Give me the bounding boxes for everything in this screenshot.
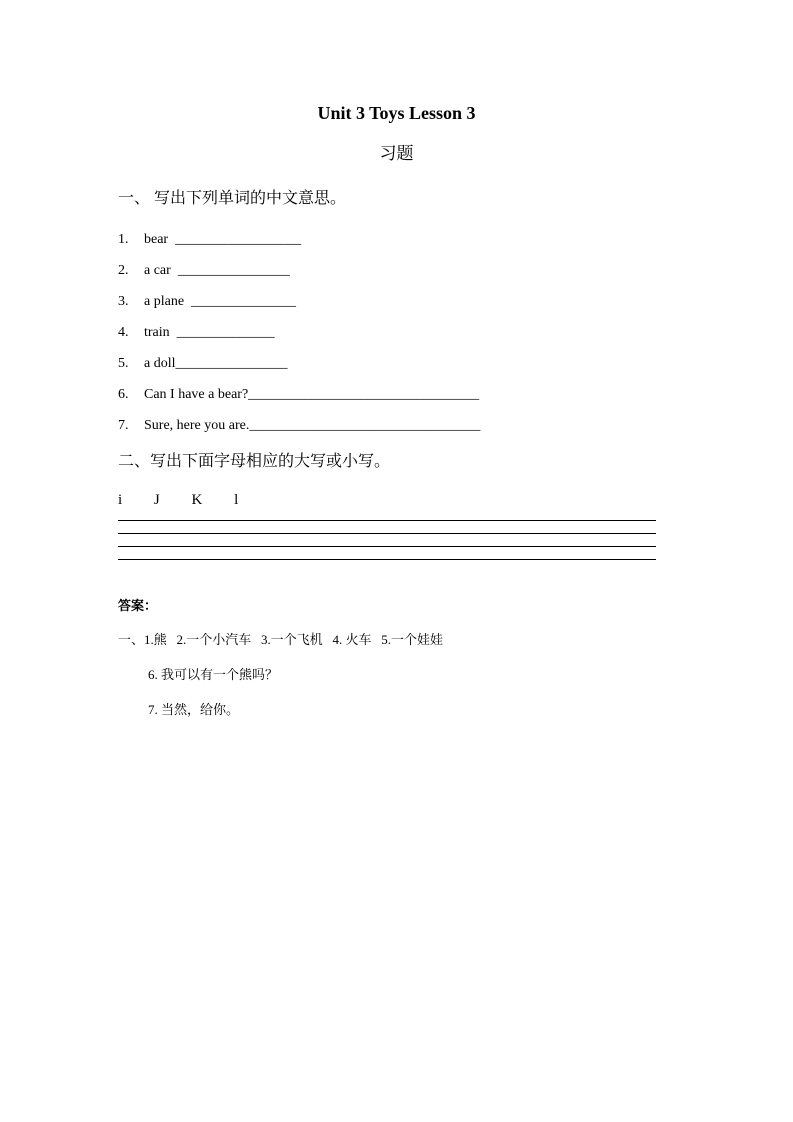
answer-blank: ________________ [177, 262, 290, 278]
letter-l: l [234, 491, 239, 508]
list-item-1 [118, 233, 675, 247]
answers-line-3: 7. 当然，给你。 [148, 701, 240, 717]
writing-line [118, 559, 656, 572]
writing-line [118, 533, 656, 546]
list-item-4 [118, 326, 675, 340]
item-number: 3. [118, 293, 129, 309]
answers-line-2: 6. 我可以有一个熊吗？ [148, 667, 279, 683]
answers-line-1: 一、1.熊 2.一个小汽车 3.一个飞机 4. 火车 5.一个娃娃 [118, 632, 444, 648]
item-number: 2. [118, 262, 129, 278]
letter-J: J [153, 491, 160, 508]
word-list [118, 233, 675, 433]
section1-heading: 一、 写出下列单词的中文意思。 [118, 190, 347, 208]
answers-heading: 答案： [118, 597, 158, 613]
answer-blank: _________________________________ [249, 417, 481, 433]
writing-line [118, 520, 656, 533]
answer-blank: _______________ [191, 293, 297, 309]
item-word: Sure, here you are. [144, 417, 250, 433]
answers-section [118, 598, 675, 717]
letter-K: K [191, 491, 203, 508]
list-item-2 [118, 264, 675, 278]
item-word: bear [144, 231, 169, 247]
item-number: 7. [118, 417, 129, 433]
section2-heading: 二、写出下面字母相应的大写或小写。 [118, 452, 391, 470]
item-number: 4. [118, 324, 129, 340]
answer-blank: ________________ [175, 355, 288, 371]
item-number: 1. [118, 231, 129, 247]
page-title: Unit 3 Toys Lesson 3 [317, 103, 476, 123]
list-item-6 [118, 388, 675, 402]
answer-blank: ______________ [176, 324, 275, 340]
letters-row [118, 493, 675, 508]
page-subtitle: 习题 [379, 143, 414, 163]
item-word: Can I have a bear? [144, 386, 249, 402]
item-word: a doll [144, 355, 176, 371]
item-number: 5. [118, 355, 129, 371]
writing-line [118, 546, 656, 559]
item-word: train [144, 324, 170, 340]
list-item-3 [118, 295, 675, 309]
item-word: a car [144, 262, 171, 278]
list-item-5 [118, 357, 675, 371]
list-item-7 [118, 419, 675, 433]
item-number: 6. [118, 386, 129, 402]
writing-lines [118, 520, 656, 572]
answer-blank: __________________ [175, 231, 302, 247]
answer-blank: _________________________________ [248, 386, 480, 402]
letter-i: i [118, 491, 123, 508]
item-word: a plane [144, 293, 185, 309]
